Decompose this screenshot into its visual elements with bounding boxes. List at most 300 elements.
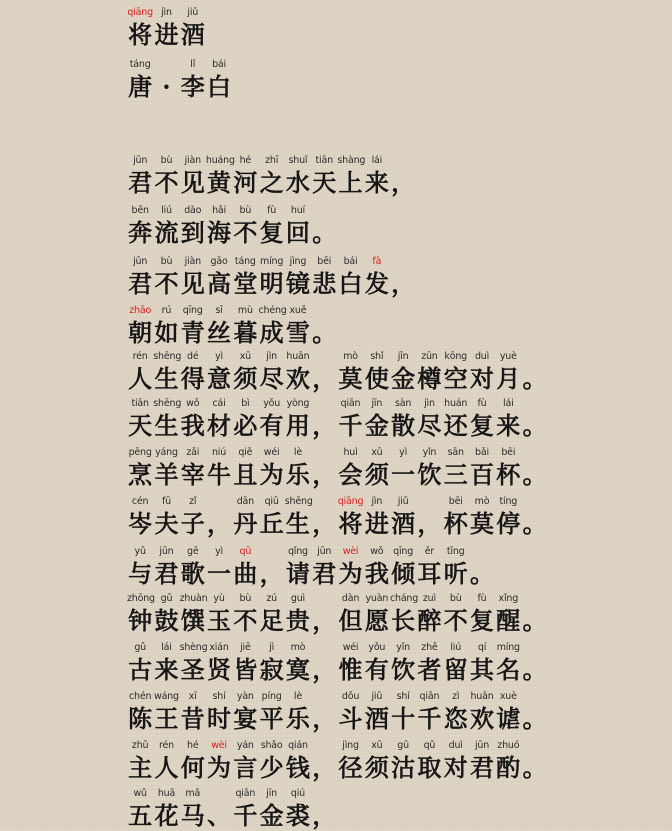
char-unit	[495, 350, 521, 394]
hanzi: ，	[391, 168, 416, 197]
pinyin: bēi	[317, 256, 332, 267]
pinyin: hé	[187, 740, 199, 751]
pinyin: qǔ	[423, 740, 436, 751]
hanzi: 对	[443, 753, 468, 782]
pinyin: wǒ	[370, 546, 384, 557]
pinyin: jūn	[133, 155, 148, 166]
pinyin: qiān	[235, 788, 256, 799]
char-unit	[206, 446, 232, 490]
pinyin: jīn	[266, 788, 277, 799]
hanzi: 将	[128, 20, 153, 49]
pinyin: shèng	[179, 642, 208, 653]
pinyin: cháng	[389, 593, 419, 604]
hanzi: 须	[364, 460, 389, 489]
pinyin: wáng	[154, 691, 179, 702]
pinyin: jìn	[371, 496, 383, 507]
char-unit	[443, 545, 469, 589]
hanzi: 羊	[154, 460, 179, 489]
pinyin: wèi	[211, 740, 227, 751]
pinyin	[311, 350, 337, 364]
char-unit	[469, 545, 495, 589]
char-unit	[416, 641, 442, 685]
pinyin: yǐn	[422, 447, 437, 458]
pinyin: zhuó	[497, 740, 520, 751]
pinyin: bù	[449, 593, 462, 604]
hanzi: 斗	[338, 704, 363, 733]
poem-line	[127, 641, 548, 685]
pinyin: lái	[161, 642, 172, 653]
char-unit	[311, 304, 337, 348]
hanzi: 天	[128, 411, 153, 440]
hanzi: 牛	[207, 460, 232, 489]
hanzi: 君	[128, 269, 153, 298]
hanzi: ，	[312, 704, 337, 733]
char-unit	[258, 350, 284, 394]
hanzi: 者	[417, 655, 442, 684]
pinyin: jìng	[289, 256, 307, 267]
pinyin: hé	[239, 155, 252, 166]
hanzi: 不	[233, 606, 258, 635]
char-unit	[232, 397, 258, 441]
hanzi: 回	[285, 218, 310, 247]
pinyin: jìn	[266, 351, 277, 362]
pinyin: shēng	[284, 496, 313, 507]
hanzi: 必	[233, 411, 258, 440]
char-unit	[180, 739, 206, 783]
hanzi: 来	[496, 411, 521, 440]
char-unit	[311, 204, 337, 248]
pinyin: bǎi	[475, 447, 489, 458]
hanzi: 、	[207, 801, 232, 830]
pinyin: yǔ	[134, 546, 146, 557]
char-unit	[232, 641, 258, 685]
pinyin: mò	[290, 642, 306, 653]
pinyin: yàn	[236, 691, 254, 702]
pinyin	[390, 154, 416, 168]
pinyin: yì	[399, 447, 408, 458]
hanzi: 须	[233, 364, 258, 393]
pinyin: liú	[161, 205, 172, 216]
char-unit	[285, 690, 311, 734]
hanzi: ，	[312, 364, 337, 393]
char-unit	[180, 154, 206, 198]
pinyin: jīn	[371, 398, 383, 409]
hanzi: 。	[522, 606, 547, 635]
char-unit	[390, 397, 416, 441]
pinyin: jìn	[424, 398, 435, 409]
pinyin: hǎi	[212, 205, 226, 216]
char-unit	[180, 58, 206, 102]
hanzi: 丝	[207, 318, 232, 347]
hanzi: 生	[154, 364, 179, 393]
hanzi: 沽	[391, 753, 416, 782]
poem-line	[127, 787, 337, 831]
char-unit	[337, 641, 363, 685]
hanzi: 用	[285, 411, 310, 440]
hanzi: 停	[496, 509, 521, 538]
pinyin: mǎ	[185, 788, 201, 799]
pinyin: liú	[450, 642, 462, 653]
pinyin: zhuàn	[179, 593, 208, 604]
hanzi: 曲	[233, 559, 258, 588]
hanzi: 发	[364, 269, 389, 298]
char-unit	[180, 787, 206, 831]
pinyin: dàn	[341, 593, 360, 604]
pinyin: yǒu	[368, 642, 386, 653]
hanzi: 歌	[180, 559, 205, 588]
pinyin: huán	[444, 398, 468, 409]
hanzi: 千	[338, 411, 363, 440]
pinyin	[311, 446, 337, 460]
char-unit	[258, 545, 284, 589]
char-unit	[180, 641, 206, 685]
char-unit	[180, 350, 206, 394]
pinyin	[311, 397, 337, 411]
hanzi: 明	[259, 269, 284, 298]
char-unit	[127, 545, 153, 589]
hanzi: 还	[443, 411, 468, 440]
hanzi: 。	[522, 364, 547, 393]
hanzi: 有	[364, 655, 389, 684]
char-unit	[127, 495, 153, 539]
pinyin: guì	[290, 593, 305, 604]
char-unit	[258, 641, 284, 685]
char-unit	[364, 446, 390, 490]
char-unit	[469, 446, 495, 490]
char-unit	[337, 690, 363, 734]
pinyin	[311, 739, 337, 753]
char-unit	[495, 739, 521, 783]
pinyin	[311, 787, 337, 801]
pinyin: wèi	[342, 546, 359, 557]
pinyin: zǎi	[186, 447, 200, 458]
pinyin	[206, 495, 232, 509]
hanzi: 悲	[312, 269, 337, 298]
char-unit	[180, 6, 206, 50]
pinyin: shēng	[153, 398, 182, 409]
pinyin: zhī	[265, 155, 279, 166]
pinyin: dào	[184, 205, 202, 216]
hanzi: 长	[391, 606, 416, 635]
pinyin: mò	[474, 496, 490, 507]
pinyin: bēn	[131, 205, 149, 216]
pinyin: fū	[161, 496, 171, 507]
pinyin: jiē	[240, 642, 251, 653]
hanzi: 青	[180, 318, 205, 347]
pinyin	[521, 495, 547, 509]
hanzi: 听	[443, 559, 468, 588]
char-unit	[153, 545, 179, 589]
hanzi: 莫	[338, 364, 363, 393]
pinyin: kōng	[444, 351, 467, 362]
hanzi: 百	[470, 460, 494, 489]
hanzi: 莫	[470, 509, 494, 538]
hanzi: 复	[259, 218, 284, 247]
pinyin: jìn	[161, 7, 172, 18]
char-unit	[521, 397, 547, 441]
hanzi: ，	[312, 509, 337, 538]
pinyin: yáng	[155, 447, 178, 458]
hanzi: 径	[338, 753, 363, 782]
poem-line	[127, 446, 548, 490]
hanzi: 。	[312, 318, 337, 347]
hanzi: 醉	[417, 606, 442, 635]
char-unit	[469, 397, 495, 441]
hanzi: 不	[154, 269, 179, 298]
hanzi: 我	[364, 559, 389, 588]
char-unit	[337, 545, 363, 589]
hanzi: 海	[207, 218, 232, 247]
char-unit	[521, 350, 547, 394]
hanzi: 昔	[180, 704, 205, 733]
pinyin: qiú	[290, 788, 305, 799]
hanzi: 。	[522, 655, 547, 684]
pinyin	[311, 690, 337, 704]
pinyin	[311, 641, 337, 655]
pinyin: qǔ	[239, 546, 252, 557]
hanzi: 千	[417, 704, 442, 733]
hanzi: 镜	[285, 269, 310, 298]
pinyin: xū	[371, 447, 383, 458]
char-unit	[232, 154, 258, 198]
char-unit	[311, 154, 337, 198]
char-unit	[232, 255, 258, 299]
char-unit	[443, 739, 469, 783]
char-unit	[311, 641, 337, 685]
pinyin: bái	[212, 59, 226, 70]
char-unit	[337, 397, 363, 441]
char-unit	[127, 739, 153, 783]
pinyin	[521, 397, 547, 411]
pinyin: táng	[234, 256, 256, 267]
char-unit	[495, 397, 521, 441]
char-unit	[416, 397, 442, 441]
pinyin: huā	[157, 788, 176, 799]
pinyin: bù	[239, 205, 252, 216]
char-unit	[232, 787, 258, 831]
char-unit	[127, 204, 153, 248]
pinyin: yù	[213, 593, 225, 604]
hanzi: 酒	[364, 704, 389, 733]
char-unit	[127, 154, 153, 198]
pinyin: huān	[470, 691, 494, 702]
pinyin: xián	[209, 642, 229, 653]
hanzi: 见	[180, 269, 205, 298]
pinyin: ěr	[424, 546, 435, 557]
pinyin	[258, 545, 284, 559]
char-unit	[206, 204, 232, 248]
char-unit	[521, 495, 547, 539]
char-unit	[127, 255, 153, 299]
pinyin: gē	[187, 546, 199, 557]
hanzi: 有	[259, 411, 284, 440]
char-unit	[364, 350, 390, 394]
pinyin: fù	[267, 205, 277, 216]
pinyin: yì	[215, 546, 223, 557]
hanzi: 尽	[259, 364, 284, 393]
hanzi: 钱	[285, 753, 310, 782]
pinyin: cái	[212, 398, 226, 409]
char-unit	[206, 641, 232, 685]
pinyin: jìng	[342, 740, 359, 751]
pinyin	[311, 592, 337, 606]
hanzi: 丘	[259, 509, 284, 538]
pinyin: niú	[211, 447, 227, 458]
pinyin	[153, 58, 179, 72]
pinyin: shí	[212, 691, 226, 702]
pinyin: jūn	[159, 546, 174, 557]
pinyin: qīng	[393, 546, 414, 557]
hanzi: 君	[470, 753, 494, 782]
pinyin: bù	[160, 256, 173, 267]
char-unit	[206, 495, 232, 539]
char-unit	[495, 446, 521, 490]
char-unit	[285, 641, 311, 685]
hanzi: 丹	[233, 509, 258, 538]
hanzi: 愿	[364, 606, 389, 635]
char-unit	[232, 350, 258, 394]
hanzi: 酌	[496, 753, 521, 782]
hanzi: 名	[496, 655, 521, 684]
pinyin: yǒu	[263, 398, 281, 409]
char-unit	[127, 6, 153, 50]
hanzi: 少	[259, 753, 284, 782]
char-unit	[127, 446, 153, 490]
pinyin: xū	[239, 351, 251, 362]
pinyin: wéi	[263, 447, 280, 458]
char-unit	[416, 739, 442, 783]
char-unit	[469, 690, 495, 734]
char-unit	[469, 641, 495, 685]
char-unit	[258, 446, 284, 490]
char-unit	[311, 545, 337, 589]
char-unit	[153, 6, 179, 50]
char-unit	[443, 592, 469, 636]
char-unit	[311, 495, 337, 539]
hanzi: 花	[154, 801, 179, 830]
hanzi: 为	[338, 559, 363, 588]
poem-line	[127, 154, 416, 198]
pinyin: xī	[188, 691, 197, 702]
char-unit	[416, 446, 442, 490]
hanzi: 河	[233, 168, 258, 197]
char-unit	[153, 154, 179, 198]
hanzi: 对	[470, 364, 494, 393]
hanzi: 耳	[417, 559, 442, 588]
char-unit	[416, 495, 442, 539]
hanzi: 。	[522, 460, 547, 489]
char-unit	[443, 397, 469, 441]
char-unit	[443, 495, 469, 539]
char-unit	[285, 545, 311, 589]
char-unit	[127, 397, 153, 441]
hanzi: 复	[470, 411, 494, 440]
pinyin: fà	[372, 256, 382, 267]
pinyin: duì	[448, 740, 463, 751]
char-unit	[469, 739, 495, 783]
hanzi: ，	[312, 411, 337, 440]
pinyin: rú	[161, 305, 172, 316]
char-unit	[206, 592, 232, 636]
hanzi: 进	[364, 509, 389, 538]
char-unit	[521, 446, 547, 490]
char-unit	[285, 350, 311, 394]
pinyin: qiāng	[337, 496, 364, 507]
pinyin: yuàn	[365, 593, 389, 604]
hanzi: 散	[391, 411, 416, 440]
char-unit	[232, 739, 258, 783]
pinyin: xū	[371, 740, 383, 751]
pinyin: qǐng	[287, 546, 308, 557]
char-unit	[232, 304, 258, 348]
hanzi: 一	[391, 460, 416, 489]
char-unit	[180, 397, 206, 441]
char-unit	[364, 495, 390, 539]
hanzi: 樽	[417, 364, 442, 393]
pinyin: xǐng	[498, 593, 519, 604]
hanzi: 水	[285, 168, 310, 197]
char-unit	[416, 545, 442, 589]
pinyin: jūn	[133, 256, 148, 267]
pinyin: yì	[215, 351, 223, 362]
poem-line	[127, 592, 548, 636]
poem-line	[127, 350, 548, 394]
hanzi: 复	[470, 606, 494, 635]
pinyin: chén	[128, 691, 152, 702]
char-unit	[390, 255, 416, 299]
pinyin: míng	[260, 256, 284, 267]
pinyin	[311, 304, 337, 318]
hanzi: ，	[312, 753, 337, 782]
char-unit	[180, 690, 206, 734]
hanzi: 取	[417, 753, 442, 782]
char-unit	[153, 787, 179, 831]
pinyin	[521, 739, 547, 753]
pinyin	[469, 545, 495, 559]
char-unit	[206, 58, 232, 102]
char-unit	[258, 154, 284, 198]
char-unit	[285, 739, 311, 783]
pinyin: shuǐ	[288, 155, 308, 166]
hanzi: 乐	[285, 704, 310, 733]
hanzi: 。	[522, 411, 547, 440]
hanzi: 何	[180, 753, 205, 782]
hanzi: 白	[207, 72, 232, 101]
char-unit	[153, 397, 182, 441]
char-unit	[285, 397, 311, 441]
char-unit	[285, 255, 311, 299]
hanzi: 圣	[180, 655, 205, 684]
char-unit	[285, 304, 311, 348]
pinyin: lè	[293, 447, 302, 458]
char-unit	[258, 495, 284, 539]
char-unit	[153, 304, 179, 348]
char-unit	[416, 350, 442, 394]
pinyin: tiān	[131, 398, 149, 409]
hanzi: ，	[417, 509, 442, 538]
pinyin: qiān	[340, 398, 361, 409]
char-unit	[364, 255, 390, 299]
pinyin: jiǔ	[187, 7, 199, 18]
char-unit	[443, 641, 469, 685]
pinyin: shǐ	[370, 351, 384, 362]
char-unit	[390, 495, 416, 539]
hanzi: 得	[180, 364, 205, 393]
pinyin: táng	[129, 59, 151, 70]
pinyin: gāo	[210, 256, 228, 267]
char-unit	[364, 592, 390, 636]
hanzi: 宴	[233, 704, 258, 733]
